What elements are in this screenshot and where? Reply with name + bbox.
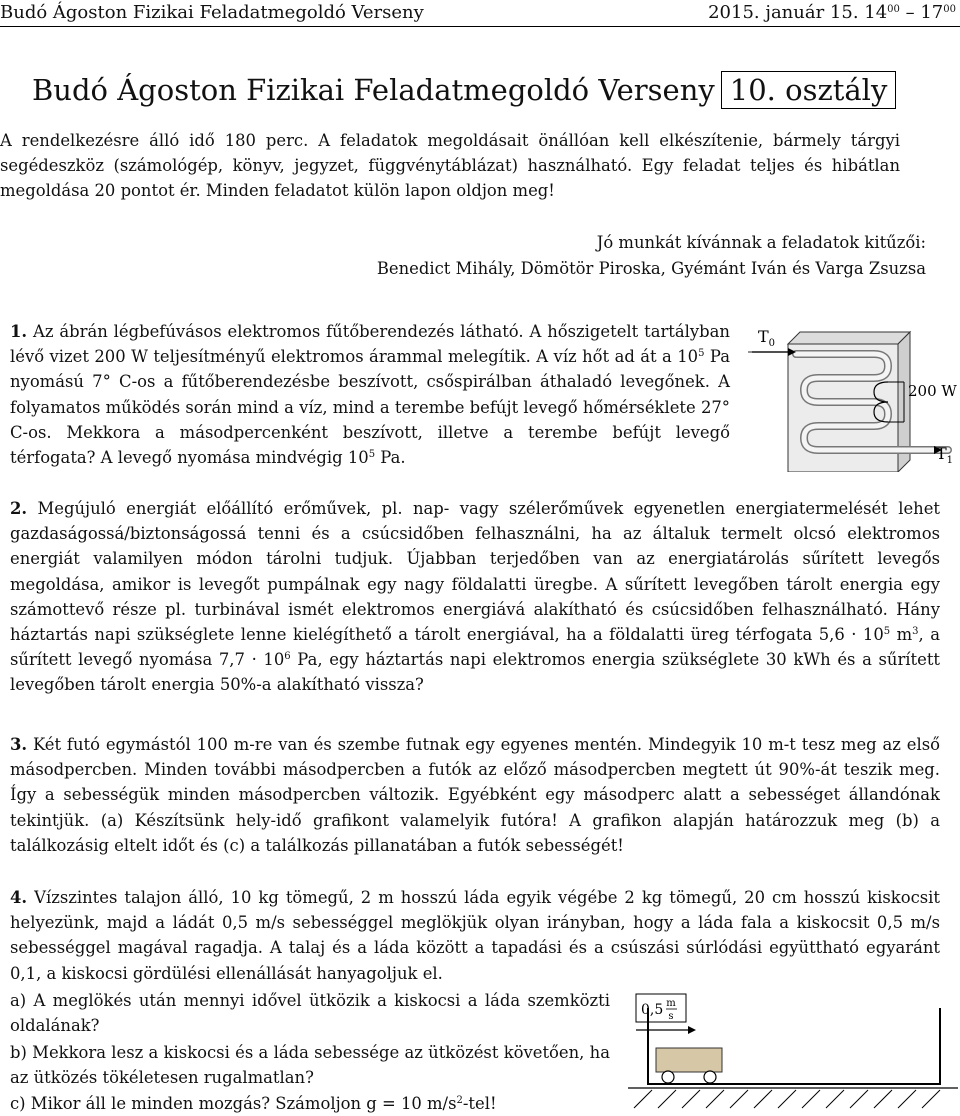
problem-4: 4. Vízszintes talajon álló, 10 kg tömegű, 2 m hosszú láda egyik végébe 2 kg tömegű, 20 cm hosszú kiskocsit helyezünk, majd a ládát 0,5 m/s sebességgel meglökjük olyan irányban, hogy a láda fala a kiskocsit 0,5 m/s sebességgel magával ragadja. A talaj és a láda között a tapadási és a csúszási súrlódási együttható egyaránt 0,1, a kiskocsi gördülési ellenállását hanyagoljuk el.: [10, 888, 940, 983]
speed-value: 0,5: [641, 1002, 664, 1018]
cart-body: [656, 1048, 722, 1072]
credits-line-1: Jó munkát kívánnak a feladatok kitűzői:: [596, 233, 926, 252]
header-competition-name: Budó Ágoston Fizikai Feladatmegoldó Verseny: [0, 2, 424, 23]
problem-2-number: 2.: [10, 499, 28, 518]
header-date-time: 2015. január 15. $14^{00} - 17^{00}$: [708, 2, 956, 23]
page-header: [0, 0, 960, 27]
problem-3-number: 3.: [10, 735, 28, 754]
problem-1: 1. Az ábrán légbefúvásos elektromos fűtőberendezés látható. A hőszigetelt tartályban lévő vizet 200 W teljesítményű elektromos árammal melegítik. A víz hőt ad át a $10^5$ Pa nyomású 7° C-os a fűtőberendezésbe beszívott, csőspirálban áthaladó levegőnek. A folyamatos működés során mind a víz, mind a terembe befújt levegő hőmérséklete 27° C-os. Mekkora a másodpercenként beszívott, illetve a terembe befújt levegő térfogata? A levegő nyomása mindvégig $10^5$ Pa.: [10, 322, 730, 468]
crate-cart-figure: [628, 990, 958, 1112]
instructions-paragraph: A rendelkezésre álló idő 180 perc. A feladatok megoldásait önállóan kell elkészítenie, bármely tárgyi segédeszköz (számológép, könyv, jegyzet, függvénytáblázat) használható. Egy feladat teljes és hibátlan megoldása 20 pontot ér. Minden feladatot külön lapon oldjon meg!: [0, 131, 900, 201]
problem-3: 3. Két futó egymástól 100 m-re van és szembe futnak egy egyenes mentén. Mindegyik 10 m-t tesz meg az első másodpercben. Minden további másodpercben a futók az előző másodpercben megtett út 90%-át teszik meg. Így a sebességük minden másodpercben változik. Egyébként egy másodperc alatt a sebességet állandónak tekintjük. (a) Készítsünk hely-idő grafikont valamelyik futóra! A grafikon alapján határozzuk meg (b) a találkozásig eltelt időt és (c) a találkozás pillanatában a futók sebességét!: [10, 735, 940, 855]
cart-wheel-left: [662, 1071, 674, 1083]
problem-2: 2. Megújuló energiát előállító erőművek, pl. nap- vagy szélerőművek egyenetlen energiatermelését lehet gazdaságossá/biztonságossá tenni és a csúcsidőben felhasználni, ha az általuk termelt olcsó elektromos energiát valamilyen módon tárolni tudjuk. Újabban terjedőben van az energiatárolás sűrített levegős megoldása, amikor is levegőt pumpálnak egy nagy földalatti üregbe. A sűrített levegőben tárolt energia egy számottevő része pl. turbinával ismét elektromos energiává alakítható és csúcsidőben felhasználható. Hány háztartás napi szükséglete lenne kielégíthető a tárolt energiával, ha a földalatti üreg térfogata $5,6 \cdot 10^5$ $m^3$, a sűrített levegő nyomása $7,7 \cdot 10^6$ Pa, egy háztartás napi elektromos energia szükséglete 30 kWh és a sűrített levegőben tárolt energia 50%-a alakítható vissza?: [10, 499, 941, 695]
problem-4-number: 4.: [10, 888, 28, 907]
speed-unit-num: m: [666, 998, 676, 1009]
problem-1-number: 1.: [10, 322, 28, 341]
credits-authors: Benedict Mihály, Dömötör Piroska, Gyémánt Iván és Varga Zsuzsa: [376, 258, 926, 278]
problem-4-part-c: c) Mikor áll le minden mozgás? Számoljon g = 10 $m/s^2$-tel!: [10, 1094, 497, 1113]
heater-box-top: [788, 332, 910, 344]
title-text: Budó Ágoston Fizikai Feladatmegoldó Verseny: [32, 73, 715, 107]
label-power: 200 W: [908, 382, 957, 400]
page-title: [32, 70, 896, 110]
ground-hatching: [634, 1090, 940, 1108]
problem-4-part-a: a) A meglökés után mennyi idővel ütközik a kiskocsi a láda szemközti oldalának?: [10, 991, 610, 1036]
problem-4-part-b: b) Mekkora lesz a kiskocsi és a láda sebessége az ütközést követően, ha az ütközés tökéletesen rugalmatlan?: [10, 1043, 610, 1088]
crate: [648, 1008, 940, 1084]
cart-wheel-right: [704, 1071, 716, 1083]
label-t1: $T_1$: [936, 444, 954, 466]
speed-unit-den: s: [668, 1011, 674, 1022]
credits: [377, 230, 926, 281]
heater-figure: [748, 322, 958, 472]
label-t0: $T_0$: [758, 327, 776, 349]
grade-box: 10. osztály: [721, 71, 897, 109]
